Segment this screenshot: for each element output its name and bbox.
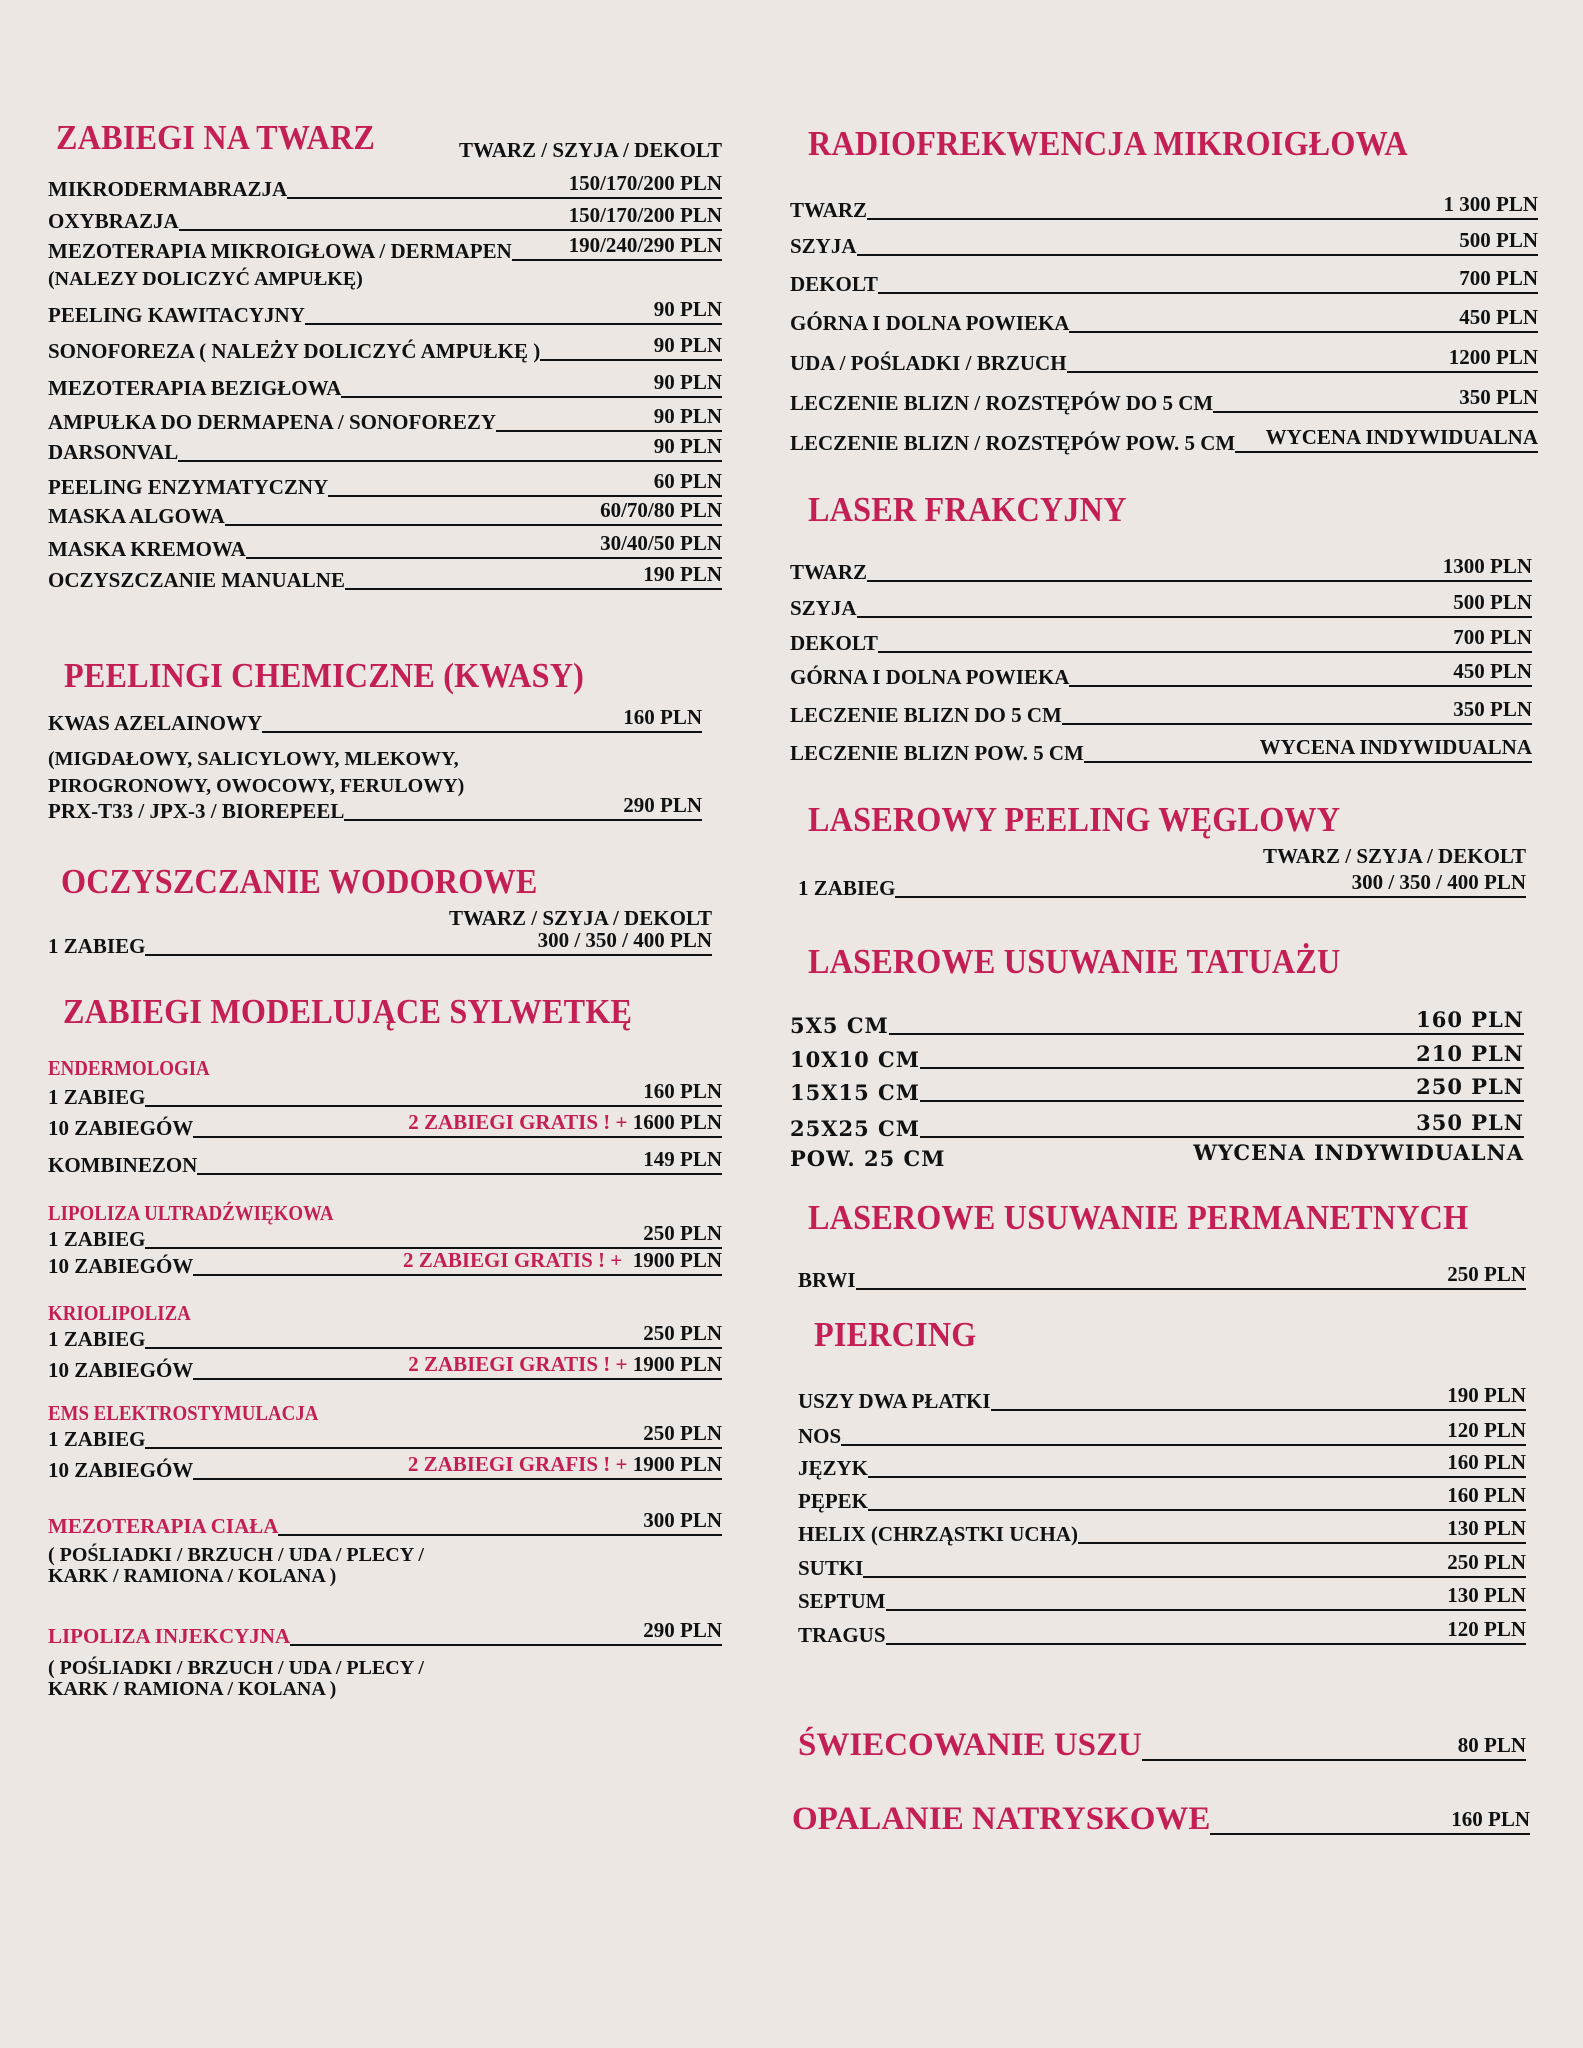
service-label: 10 ZABIEGÓW — [48, 1116, 194, 1140]
leader-line — [857, 615, 1532, 618]
leader-line — [886, 1608, 1526, 1611]
price-row — [48, 297, 722, 328]
price-row — [48, 404, 722, 435]
group-title: ENDERMOLOGIA — [48, 1056, 210, 1080]
service-label: TRAGUS — [798, 1623, 886, 1647]
leader-line — [1084, 760, 1532, 763]
price-row — [48, 1079, 722, 1110]
service-label: OXYBRAZJA — [48, 209, 179, 233]
service-price: 80 PLN — [1457, 1733, 1526, 1757]
leader-line — [145, 1446, 722, 1449]
price-row — [798, 1450, 1526, 1481]
service-price: 700 PLN — [1459, 266, 1538, 290]
service-price: 120 PLN — [1447, 1418, 1526, 1442]
service-price: 30/40/50 PLN — [600, 531, 722, 555]
leader-line — [197, 1172, 722, 1175]
price-value: 1900 PLN — [632, 1352, 722, 1376]
price-row — [790, 266, 1538, 297]
leader-line — [863, 1575, 1526, 1578]
price-row — [48, 333, 722, 364]
service-price: 160 PLN — [643, 1079, 722, 1103]
service-label: JĘZYK — [798, 1456, 869, 1480]
price-row — [790, 305, 1538, 336]
service-label: DEKOLT — [790, 272, 878, 296]
leader-line — [868, 1475, 1526, 1478]
service-price: 160 PLN — [623, 705, 702, 729]
leader-line — [278, 1533, 722, 1536]
price-row — [798, 1550, 1526, 1581]
leader-line — [179, 228, 722, 231]
price-value: 1600 PLN — [632, 1110, 722, 1134]
service-label: SEPTUM — [798, 1589, 886, 1613]
service-label: GÓRNA I DOLNA POWIEKA — [790, 311, 1070, 335]
leader-line — [145, 1346, 722, 1349]
acid-note: PIROGRONOWY, OWOCOWY, FERULOWY) — [48, 775, 465, 797]
service-price: 500 PLN — [1459, 228, 1538, 252]
group-title: LIPOLIZA INJEKCYJNA — [48, 1624, 291, 1648]
service-price: 1 300 PLN — [1443, 192, 1538, 216]
service-price: 250 PLN — [1447, 1262, 1526, 1286]
service-price: 149 PLN — [643, 1147, 722, 1171]
service-price: 450 PLN — [1453, 659, 1532, 683]
service-price: 150/170/200 PLN — [568, 203, 722, 227]
service-label: 5X5 CM — [790, 1013, 889, 1038]
group-title: KRIOLIPOLIZA — [48, 1301, 191, 1325]
section-title-twarz: ZABIEGI NA TWARZ — [56, 118, 376, 157]
price-row — [798, 1418, 1526, 1449]
leader-line — [287, 196, 722, 199]
price-row — [790, 554, 1532, 585]
price-row — [798, 1262, 1526, 1293]
leader-line — [1069, 330, 1538, 333]
promo-label: 2 ZABIEGI GRAFIS ! + — [407, 1452, 628, 1476]
service-label: HELIX (CHRZĄSTKI UCHA) — [798, 1522, 1079, 1546]
service-price: 90 PLN — [653, 404, 722, 428]
price-row — [798, 1617, 1526, 1648]
service-label: 1 ZABIEG — [48, 1427, 146, 1451]
leader-line — [946, 1165, 1524, 1168]
service-price: 1200 PLN — [1448, 345, 1538, 369]
service-label: PĘPEK — [798, 1489, 869, 1513]
service-price: 150/170/200 PLN — [568, 171, 722, 195]
leader-line — [991, 1408, 1526, 1411]
service-label: NOS — [798, 1424, 842, 1448]
price-row — [48, 793, 702, 824]
leader-line — [193, 1477, 722, 1480]
price-row — [798, 1483, 1526, 1514]
price-row — [790, 1041, 1524, 1072]
leader-line — [841, 1443, 1526, 1446]
section-title-tatuaz: LASEROWE USUWANIE TATUAŻU — [808, 942, 1341, 981]
leader-line — [1067, 370, 1538, 373]
service-label: 1 ZABIEG — [48, 1085, 146, 1109]
service-label: PEELING ENZYMATYCZNY — [48, 475, 329, 499]
leader-line — [878, 291, 1538, 294]
leader-line — [1069, 684, 1532, 687]
price-row — [48, 233, 722, 264]
price-row — [48, 203, 722, 234]
leader-line — [512, 258, 722, 261]
service-label: LECZENIE BLIZN DO 5 CM — [790, 703, 1062, 727]
section-title-swiecowanie: ŚWIECOWANIE USZU — [798, 1727, 1142, 1763]
leader-line — [193, 1377, 722, 1380]
service-label: 10 ZABIEGÓW — [48, 1358, 194, 1382]
leader-line — [886, 1642, 1526, 1645]
service-label: TWARZ — [790, 198, 868, 222]
section-title-piercing: PIERCING — [814, 1315, 977, 1354]
service-price: 450 PLN — [1459, 305, 1538, 329]
leader-line — [878, 650, 1532, 653]
price-row — [798, 1516, 1526, 1547]
service-label: 10 ZABIEGÓW — [48, 1458, 194, 1482]
price-row — [48, 1352, 722, 1383]
leader-line — [540, 358, 722, 361]
price-row — [48, 928, 712, 959]
service-price — [408, 1352, 722, 1377]
service-price: 90 PLN — [653, 370, 722, 394]
service-price: 130 PLN — [1447, 1516, 1526, 1540]
service-label: LECZENIE BLIZN POW. 5 CM — [790, 741, 1084, 765]
service-price: 90 PLN — [653, 333, 722, 357]
service-label: OCZYSZCZANIE MANUALNE — [48, 568, 345, 592]
leader-line — [344, 818, 702, 821]
price-row — [48, 1452, 722, 1483]
service-price: 300 PLN — [643, 1508, 722, 1532]
section-title-kwasy: PEELINGI CHEMICZNE (KWASY) — [64, 656, 585, 695]
leader-line — [856, 1287, 1526, 1290]
service-price: 160 PLN — [1416, 1007, 1524, 1032]
service-label: BRWI — [798, 1268, 856, 1292]
service-price: 90 PLN — [653, 434, 722, 458]
service-price: 300 / 350 / 400 PLN — [1351, 870, 1526, 894]
price-row — [48, 1110, 722, 1141]
body-areas-note: KARK / RAMIONA / KOLANA ) — [48, 1565, 337, 1587]
leader-line — [920, 1135, 1524, 1138]
service-price: 700 PLN — [1453, 625, 1532, 649]
price-row — [790, 1007, 1524, 1038]
leader-line — [868, 1508, 1526, 1511]
service-price: WYCENA INDYWIDUALNA — [1259, 735, 1532, 759]
price-row — [790, 192, 1538, 223]
leader-line — [225, 523, 722, 526]
price-row — [48, 705, 702, 736]
leader-line — [867, 579, 1532, 582]
price-row — [48, 1618, 722, 1649]
section-title-permanentny: LASEROWE USUWANIE PERMANETNYCH — [808, 1198, 1469, 1237]
service-price: 250 PLN — [643, 1321, 722, 1345]
service-label: LECZENIE BLIZN / ROZSTĘPÓW POW. 5 CM — [790, 431, 1236, 455]
price-row — [790, 659, 1532, 690]
section-title-weglowy: LASEROWY PEELING WĘGLOWY — [808, 800, 1341, 839]
leader-line — [920, 1099, 1524, 1102]
service-label: PRX-T33 / JPX-3 / BIOREPEEL — [48, 799, 345, 823]
price-row — [790, 1140, 1524, 1171]
price-value: 1900 PLN — [632, 1452, 722, 1476]
price-row — [792, 1801, 1530, 1838]
service-label: 10X10 CM — [790, 1047, 921, 1072]
service-price: 250 PLN — [1447, 1550, 1526, 1574]
price-row — [48, 498, 722, 529]
service-price — [408, 1452, 722, 1477]
price-row — [790, 625, 1532, 656]
leader-line — [1210, 1832, 1530, 1835]
leader-line — [857, 253, 1538, 256]
leader-line — [920, 1066, 1524, 1069]
service-price: 350 PLN — [1453, 697, 1532, 721]
service-price: 250 PLN — [1416, 1074, 1524, 1099]
service-price: 250 PLN — [643, 1221, 722, 1245]
leader-line — [145, 953, 712, 956]
price-row — [798, 1383, 1526, 1414]
price-row — [790, 1074, 1524, 1105]
acid-note: (MIGDAŁOWY, SALICYLOWY, MLEKOWY, — [48, 748, 459, 770]
service-price: WYCENA INDYWIDUALNA — [1193, 1140, 1524, 1165]
price-row — [790, 735, 1532, 766]
price-value: 1900 PLN — [632, 1248, 722, 1272]
leader-line — [145, 1104, 722, 1107]
service-label: SZYJA — [790, 234, 857, 258]
service-price: 290 PLN — [643, 1618, 722, 1642]
price-row — [790, 385, 1538, 416]
leader-line — [246, 556, 722, 559]
service-label: 15X15 CM — [790, 1080, 921, 1105]
service-label: 1 ZABIEG — [48, 1327, 146, 1351]
price-row — [48, 1147, 722, 1178]
service-price: 190 PLN — [643, 562, 722, 586]
price-row — [48, 1508, 722, 1539]
promo-label: 2 ZABIEGI GRATIS ! + — [402, 1248, 623, 1272]
service-note: (NALEZY DOLICZYĆ AMPUŁKĘ) — [48, 268, 363, 290]
service-label: KOMBINEZON — [48, 1153, 198, 1177]
service-label: 1 ZABIEG — [48, 1227, 146, 1251]
promo-label: 2 ZABIEGI GRATIS ! + — [408, 1352, 628, 1376]
price-row — [798, 1583, 1526, 1614]
section-title-sylwetka: ZABIEGI MODELUJĄCE SYLWETKĘ — [63, 992, 633, 1031]
group-title: EMS ELEKTROSTYMULACJA — [48, 1401, 319, 1425]
price-row — [790, 228, 1538, 259]
leader-line — [262, 730, 702, 733]
price-row — [48, 562, 722, 593]
section-title-frakcyjny: LASER FRAKCYJNY — [808, 490, 1127, 529]
service-label: 1 ZABIEG — [798, 876, 896, 900]
service-label: GÓRNA I DOLNA POWIEKA — [790, 665, 1070, 689]
leader-line — [193, 1273, 722, 1276]
price-row — [48, 469, 722, 500]
section-title-rf: RADIOFREKWENCJA MIKROIGŁOWA — [808, 124, 1408, 163]
service-price: 190 PLN — [1447, 1383, 1526, 1407]
price-row — [798, 1727, 1526, 1764]
group-title: LIPOLIZA ULTRADŹWIĘKOWA — [48, 1201, 334, 1225]
service-label: DARSONVAL — [48, 440, 179, 464]
body-areas-note: ( POŚLIADKI / BRZUCH / UDA / PLECY / — [48, 1544, 424, 1566]
service-price: 350 PLN — [1459, 385, 1538, 409]
price-row — [790, 345, 1538, 376]
leader-line — [889, 1032, 1524, 1035]
leader-line — [867, 217, 1538, 220]
price-row — [790, 590, 1532, 621]
service-price: 160 PLN — [1447, 1483, 1526, 1507]
leader-line — [178, 459, 722, 462]
price-row — [48, 370, 722, 401]
service-label: DEKOLT — [790, 631, 878, 655]
service-price: 500 PLN — [1453, 590, 1532, 614]
leader-line — [341, 395, 722, 398]
service-label: 25X25 CM — [790, 1116, 921, 1141]
service-price: 190/240/290 PLN — [568, 233, 722, 257]
price-row — [48, 434, 722, 465]
service-price — [403, 1248, 722, 1273]
service-price: 1300 PLN — [1442, 554, 1532, 578]
price-row — [48, 1321, 722, 1352]
service-label: MIKRODERMABRAZJA — [48, 177, 288, 201]
service-label: UDA / POŚLADKI / BRZUCH — [790, 351, 1067, 375]
leader-line — [1078, 1541, 1526, 1544]
section-title-wodorowe: OCZYSZCZANIE WODOROWE — [61, 862, 538, 901]
service-price: 120 PLN — [1447, 1617, 1526, 1641]
service-price: 90 PLN — [653, 297, 722, 321]
service-label: PEELING KAWITACYJNY — [48, 303, 305, 327]
service-price: 350 PLN — [1416, 1110, 1524, 1135]
columns-header: TWARZ / SZYJA / DEKOLT — [1263, 844, 1526, 868]
section-title-opalanie: OPALANIE NATRYSKOWE — [792, 1801, 1211, 1837]
price-row — [790, 425, 1538, 456]
service-label: KWAS AZELAINOWY — [48, 711, 263, 735]
price-row — [790, 1110, 1524, 1141]
columns-header: TWARZ / SZYJA / DEKOLT — [449, 906, 712, 930]
service-label: AMPUŁKA DO DERMAPENA / SONOFOREZY — [48, 410, 497, 434]
service-label: 1 ZABIEG — [48, 934, 146, 958]
promo-label: 2 ZABIEGI GRATIS ! + — [408, 1110, 628, 1134]
service-price: 300 / 350 / 400 PLN — [537, 928, 712, 952]
price-row — [48, 531, 722, 562]
body-areas-note: KARK / RAMIONA / KOLANA ) — [48, 1678, 337, 1700]
leader-line — [1235, 450, 1538, 453]
service-label: 10 ZABIEGÓW — [48, 1254, 194, 1278]
body-areas-note: ( POŚLIADKI / BRZUCH / UDA / PLECY / — [48, 1657, 424, 1679]
group-title: MEZOTERAPIA CIAŁA — [48, 1514, 279, 1538]
service-price: 60 PLN — [653, 469, 722, 493]
service-label: MASKA KREMOWA — [48, 537, 246, 561]
service-price: 160 PLN — [1451, 1807, 1530, 1831]
price-row — [790, 697, 1532, 728]
leader-line — [895, 895, 1526, 898]
service-price: 130 PLN — [1447, 1583, 1526, 1607]
service-label: SZYJA — [790, 596, 857, 620]
leader-line — [305, 322, 722, 325]
service-label: MEZOTERAPIA MIKROIGŁOWA / DERMAPEN — [48, 239, 512, 263]
service-label: MASKA ALGOWA — [48, 504, 225, 528]
service-label: MEZOTERAPIA BEZIGŁOWA — [48, 376, 342, 400]
service-label: USZY DWA PŁATKI — [798, 1389, 991, 1413]
leader-line — [328, 494, 722, 497]
service-label: POW. 25 CM — [790, 1146, 946, 1171]
service-label: SUTKI — [798, 1556, 864, 1580]
leader-line — [193, 1135, 722, 1138]
service-price — [408, 1110, 722, 1135]
leader-line — [290, 1643, 722, 1646]
service-label: TWARZ — [790, 560, 868, 584]
leader-line — [1213, 410, 1538, 413]
leader-line — [1142, 1758, 1526, 1761]
service-price: WYCENA INDYWIDUALNA — [1265, 425, 1538, 449]
service-price: 250 PLN — [643, 1421, 722, 1445]
price-row — [48, 1248, 722, 1279]
price-row — [798, 870, 1526, 901]
price-row — [48, 171, 722, 202]
columns-header: TWARZ / SZYJA / DEKOLT — [459, 138, 722, 162]
leader-line — [1062, 722, 1532, 725]
service-price: 210 PLN — [1416, 1041, 1524, 1066]
service-price: 160 PLN — [1447, 1450, 1526, 1474]
price-row — [48, 1421, 722, 1452]
service-label: LECZENIE BLIZN / ROZSTĘPÓW DO 5 CM — [790, 391, 1214, 415]
leader-line — [496, 429, 722, 432]
service-price: 290 PLN — [623, 793, 702, 817]
service-price: 60/70/80 PLN — [600, 498, 722, 522]
leader-line — [345, 587, 722, 590]
service-label: SONOFOREZA ( NALEŻY DOLICZYĆ AMPUŁKĘ ) — [48, 339, 541, 363]
